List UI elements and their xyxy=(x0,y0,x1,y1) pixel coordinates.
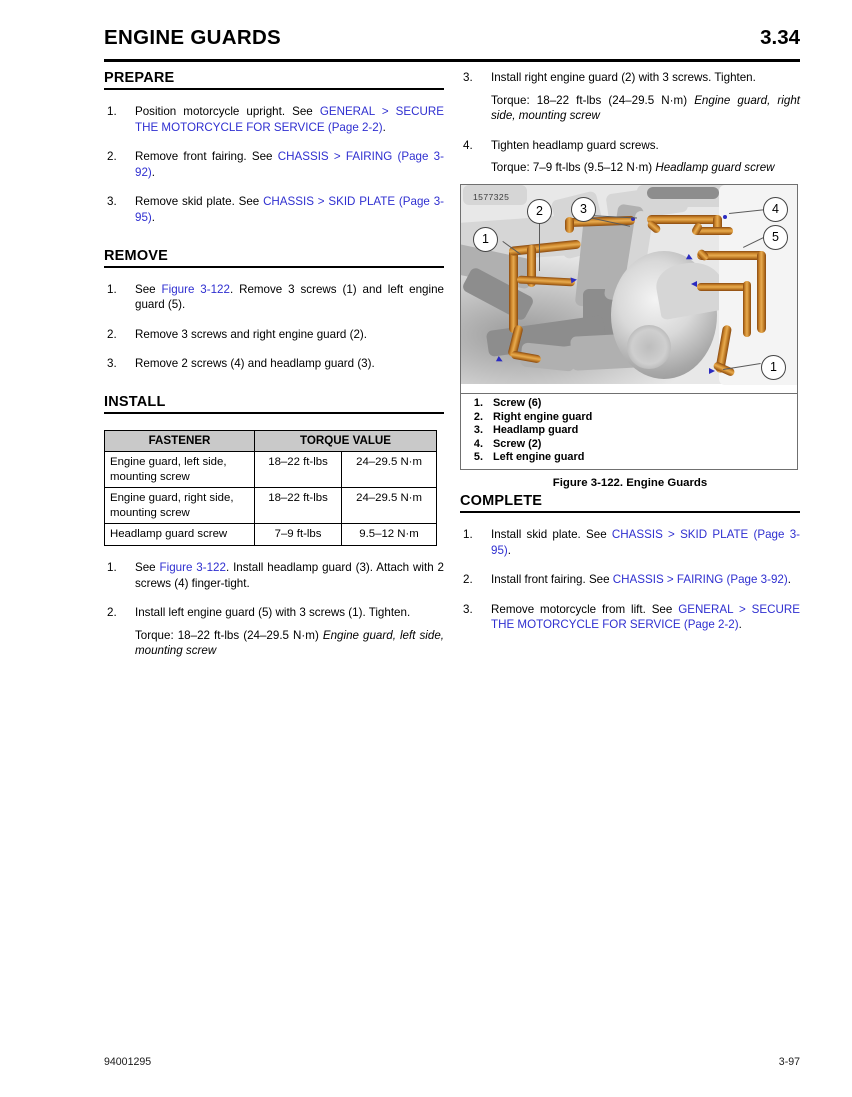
step-text xyxy=(491,573,791,586)
torque-note xyxy=(135,628,444,659)
cross-reference-link[interactable]: Figure 3-122 xyxy=(161,282,230,296)
figure-callout-1-left: 1 xyxy=(473,227,498,252)
install-step-item xyxy=(460,138,800,176)
step-text xyxy=(491,603,800,632)
install-step-item xyxy=(460,70,800,124)
step-number: 2. xyxy=(107,606,117,620)
step-text-run: . xyxy=(151,210,155,224)
cross-reference-link[interactable]: CHASSIS > SKID PLATE (Page 3-95) xyxy=(135,195,444,224)
torque-note-value: Torque: 18–22 ft-lbs (24–29.5 N·m) xyxy=(135,628,323,642)
figure-image xyxy=(461,185,797,393)
figure-callout-4: 4 xyxy=(763,197,788,222)
step-text-run: Install skid plate. See xyxy=(491,527,612,541)
step-text-run: See xyxy=(135,282,162,296)
step-text-run: See xyxy=(135,560,160,574)
complete-step-item xyxy=(460,527,800,558)
cell-torque-imperial: 18–22 ft-lbs xyxy=(255,488,342,524)
cell-torque-metric: 24–29.5 N·m xyxy=(342,452,437,488)
figure-caption: Figure 3-122. Engine Guards xyxy=(552,476,708,489)
figure-3-122 xyxy=(460,184,798,470)
step-text-run: Install right engine guard (2) with 3 screws. Tighten. xyxy=(491,71,756,84)
prepare-step-item xyxy=(104,104,444,135)
cell-torque-imperial: 18–22 ft-lbs xyxy=(255,452,342,488)
install-step-item xyxy=(104,605,444,659)
step-text-run: Remove skid plate. See xyxy=(135,195,264,209)
table-row xyxy=(105,488,437,524)
step-number: 3. xyxy=(463,602,473,616)
left-column xyxy=(104,70,444,659)
step-number: 2. xyxy=(107,150,117,164)
step-number: 3. xyxy=(107,357,117,371)
step-number: 3. xyxy=(107,195,117,209)
legend-item-label: Screw (6) xyxy=(493,396,542,409)
figure-part-number: 1577325 xyxy=(473,191,510,202)
step-text xyxy=(135,606,410,619)
legend-item-label: Screw (2) xyxy=(493,437,542,450)
remove-step-item xyxy=(104,356,444,372)
step-number: 1. xyxy=(463,527,473,541)
install-step-list xyxy=(104,560,444,659)
torque-note xyxy=(491,93,800,124)
legend-item-number: 3. xyxy=(473,424,483,437)
cross-reference-link[interactable]: CHASSIS > FAIRING (Page 3-92) xyxy=(135,150,444,179)
step-number: 1. xyxy=(107,560,117,574)
legend-item-number: 2. xyxy=(473,410,483,423)
complete-step-item xyxy=(460,602,800,633)
cell-fastener: Headlamp guard screw xyxy=(105,524,255,546)
legend-item xyxy=(461,451,797,465)
step-text xyxy=(135,150,444,179)
figure-legend xyxy=(461,393,797,469)
remove-step-list xyxy=(104,282,444,372)
legend-item-number: 5. xyxy=(473,451,483,464)
remove-step-item xyxy=(104,327,444,343)
table-header-row xyxy=(105,430,437,452)
legend-item-number: 1. xyxy=(473,396,483,409)
complete-step-item xyxy=(460,572,800,588)
right-column xyxy=(460,70,800,633)
table-row xyxy=(105,524,437,546)
legend-item xyxy=(461,424,797,438)
install-step-item xyxy=(104,560,444,591)
step-text xyxy=(135,328,367,341)
step-text-run: . xyxy=(151,165,155,179)
step-text-run: Remove motorcycle from lift. See xyxy=(491,602,679,616)
torque-value-table xyxy=(104,430,437,546)
step-text-run: Remove front fairing. See xyxy=(135,150,278,164)
cross-reference-link[interactable]: CHASSIS > SKID PLATE (Page 3-95) xyxy=(491,527,801,557)
section-number: 3.34 xyxy=(760,26,800,49)
cross-reference-link[interactable]: GENERAL > SECURE THE MOTORCYCLE FOR SERVICE (Page 2-2) xyxy=(135,105,445,134)
prepare-step-list xyxy=(104,104,444,226)
figure-callout-2: 2 xyxy=(527,199,552,224)
step-text xyxy=(135,105,444,134)
step-text xyxy=(135,561,444,590)
torque-note-fastener: Headlamp guard screw xyxy=(655,161,775,175)
column-header-torque-value: TORQUE VALUE xyxy=(255,430,437,452)
prepare-step-item xyxy=(104,194,444,225)
step-text xyxy=(491,528,800,557)
cell-torque-metric: 9.5–12 N·m xyxy=(342,524,437,546)
page-number: 3-97 xyxy=(778,1056,800,1068)
step-text-run: . xyxy=(738,618,742,632)
legend-item xyxy=(461,397,797,411)
legend-item-label: Left engine guard xyxy=(493,451,585,464)
page-header xyxy=(104,26,800,50)
step-text-run: Remove 3 screws and right engine guard (2). xyxy=(135,327,367,341)
legend-item-number: 4. xyxy=(473,437,483,450)
prepare-step-item xyxy=(104,149,444,180)
step-text xyxy=(491,71,756,84)
cross-reference-link[interactable]: Figure 3-122 xyxy=(159,560,226,574)
header-divider xyxy=(104,59,800,62)
figure-callout-3: 3 xyxy=(571,197,596,222)
table-row xyxy=(105,452,437,488)
torque-note-value: Torque: 18–22 ft-lbs (24–29.5 N·m) xyxy=(491,93,695,107)
cross-reference-link[interactable]: CHASSIS > FAIRING (Page 3-92) xyxy=(612,573,788,587)
cell-torque-imperial: 7–9 ft-lbs xyxy=(255,524,342,546)
step-text-run: Tighten headlamp guard screws. xyxy=(491,138,659,152)
step-text-run: . Remove 3 screws (1) and left engine guard (5). xyxy=(135,282,444,312)
column-header-fastener: FASTENER xyxy=(105,430,255,452)
step-number: 2. xyxy=(107,327,117,341)
cell-torque-metric: 24–29.5 N·m xyxy=(342,488,437,524)
step-text-run: Position motorcycle upright. See xyxy=(135,105,320,118)
torque-note-fastener: Engine guard, left side, mounting screw xyxy=(135,628,444,658)
step-number: 2. xyxy=(463,573,473,587)
step-number: 3. xyxy=(463,71,473,84)
step-text xyxy=(491,139,659,152)
step-text-run: . Install headlamp guard (3). Attach with 2 screws (4) finger-tight. xyxy=(135,560,444,590)
figure-callout-1-right: 1 xyxy=(761,355,786,380)
step-text-run: Install front fairing. See xyxy=(491,573,613,587)
legend-item-label: Headlamp guard xyxy=(493,424,579,437)
legend-item xyxy=(461,438,797,452)
step-number: 1. xyxy=(107,282,117,296)
page-title: ENGINE GUARDS xyxy=(104,26,282,49)
step-text-run: Remove 2 screws (4) and headlamp guard (3). xyxy=(135,357,375,371)
cross-reference-link[interactable]: GENERAL > SECURE THE MOTORCYCLE FOR SERVICE (Page 2-2) xyxy=(491,602,800,632)
document-number: 94001295 xyxy=(104,1056,152,1068)
cell-fastener: Engine guard, left side, mounting screw xyxy=(105,452,255,488)
figure-callout-5: 5 xyxy=(763,225,788,250)
section-heading-complete: COMPLETE xyxy=(460,493,800,513)
section-heading-install: INSTALL xyxy=(104,394,444,414)
step-text xyxy=(135,357,375,370)
torque-note-fastener: Engine guard, right side, mounting screw xyxy=(491,93,800,123)
complete-step-list xyxy=(460,527,800,633)
step-number: 1. xyxy=(107,105,117,118)
remove-step-item xyxy=(104,282,444,313)
step-text-run: Install left engine guard (5) with 3 screws (1). Tighten. xyxy=(135,606,411,620)
legend-item-label: Right engine guard xyxy=(493,410,593,423)
torque-note xyxy=(491,160,800,176)
section-heading-remove: REMOVE xyxy=(104,248,444,268)
section-heading-prepare: PREPARE xyxy=(104,70,444,90)
step-text xyxy=(135,195,444,224)
step-text-run: . xyxy=(507,543,511,557)
torque-note-value: Torque: 7–9 ft-lbs (9.5–12 N·m) xyxy=(491,161,656,175)
install-continued-step-list xyxy=(460,70,800,176)
cell-fastener: Engine guard, right side, mounting screw xyxy=(105,488,255,524)
page-footer xyxy=(104,1056,800,1068)
step-text-run: . xyxy=(382,120,386,134)
step-text xyxy=(135,283,444,312)
step-text-run: . xyxy=(787,573,791,587)
legend-item xyxy=(461,411,797,425)
step-number: 4. xyxy=(463,138,473,152)
